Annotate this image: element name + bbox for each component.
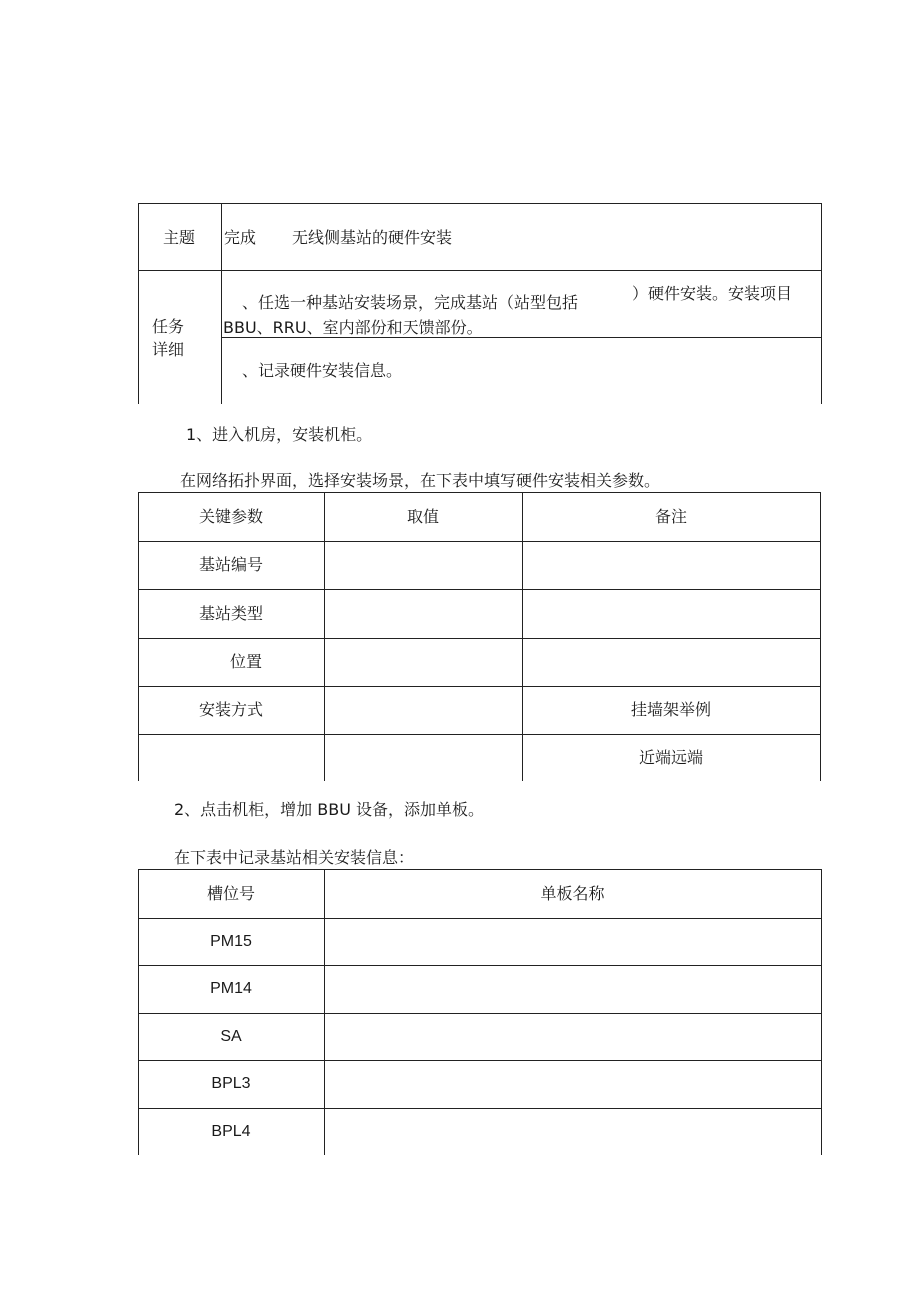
param-cell-key: 基站编号 — [198, 555, 263, 574]
task-table-row-divider — [138, 270, 822, 271]
param-header-note: 备注 — [654, 507, 687, 526]
slot-table-left-border — [138, 869, 139, 1155]
param-header-value: 取值 — [406, 507, 439, 526]
slot-table-row-divider — [138, 965, 822, 966]
detail-item2: 、记录硬件安装信息。 — [242, 361, 403, 380]
slot-table-row-divider — [138, 918, 822, 919]
task-table-col-divider — [221, 203, 222, 404]
param-table-col-divider — [324, 492, 325, 781]
param-table-top-border — [138, 492, 821, 493]
task-table-top-border — [138, 203, 822, 204]
topic-value-prefix: 完成 — [224, 228, 257, 247]
slot-table-top-border — [138, 869, 822, 870]
param-table-row-divider — [138, 541, 821, 542]
slot-cell-slot: PM15 — [210, 933, 252, 950]
detail-item1-line2: BBU、RRU、室内部份和天馈部份。 — [223, 318, 483, 337]
step1-instruction: 在网络拓扑界面，选择安装场景，在下表中填写硬件安装相关参数。 — [180, 471, 661, 490]
param-header-key: 关键参数 — [198, 507, 263, 526]
slot-cell-slot: SA — [220, 1028, 242, 1045]
param-cell-note: 挂墙架举例 — [630, 700, 711, 719]
task-table-right-border — [821, 203, 822, 404]
detail-label-line2: 详细 — [152, 340, 185, 359]
param-table-col-divider — [522, 492, 523, 781]
slot-cell-slot: PM14 — [210, 980, 252, 997]
slot-table-col-divider — [324, 869, 325, 1155]
slot-cell-slot: BPL4 — [211, 1123, 251, 1140]
slot-cell-slot: BPL3 — [211, 1075, 251, 1092]
detail-label-line1: 任务 — [152, 317, 185, 336]
param-table-row-divider — [138, 734, 821, 735]
task-table-left-border — [138, 203, 139, 404]
slot-table-right-border — [821, 869, 822, 1155]
step1-heading: 1、进入机房，安装机柜。 — [186, 425, 373, 444]
param-table-right-border — [820, 492, 821, 781]
slot-table-row-divider — [138, 1108, 822, 1109]
slot-table-row-divider — [138, 1013, 822, 1014]
param-cell-note: 近端远端 — [638, 748, 703, 767]
param-cell-key: 安装方式 — [198, 700, 263, 719]
param-cell-key: 位置 — [230, 652, 263, 671]
param-cell-key: 基站类型 — [198, 604, 263, 623]
param-table-row-divider — [138, 686, 821, 687]
detail-item1-part2: ）硬件安装。安装项目 — [632, 284, 793, 303]
slot-header-board: 单板名称 — [540, 884, 605, 903]
slot-table-row-divider — [138, 1060, 822, 1061]
topic-label: 主题 — [163, 228, 196, 247]
param-table-row-divider — [138, 589, 821, 590]
step2-heading: 2、点击机柜，增加 BBU 设备，添加单板。 — [174, 800, 485, 819]
topic-value-main: 无线侧基站的硬件安装 — [292, 228, 453, 247]
slot-header-slot: 槽位号 — [206, 884, 255, 903]
step2-instruction: 在下表中记录基站相关安装信息： — [174, 848, 415, 867]
param-table-left-border — [138, 492, 139, 781]
detail-item1-part1: 、任选一种基站安装场景，完成基站（站型包括 — [242, 293, 579, 312]
param-table-row-divider — [138, 638, 821, 639]
